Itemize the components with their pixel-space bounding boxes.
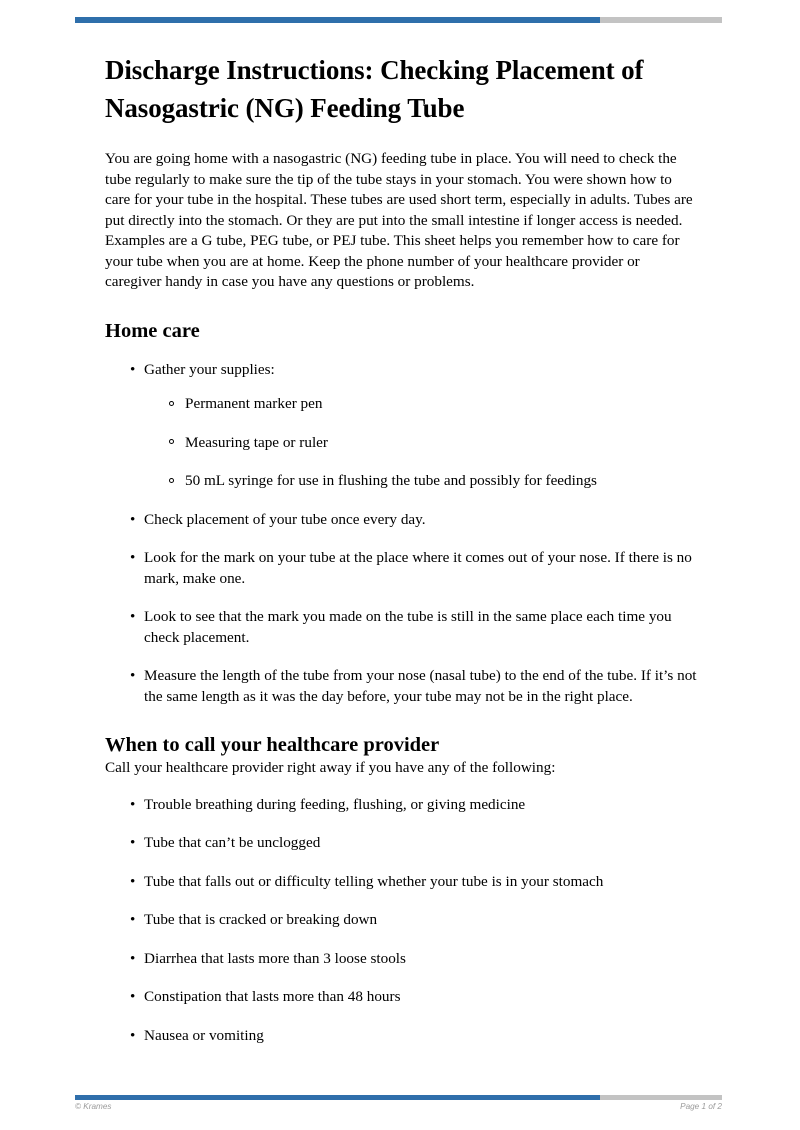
list-item	[105, 360, 697, 492]
intro-paragraph: You are going home with a nasogastric (NG) feeding tube in place. You will need to check the tube regularly to make sure the tip of the tube stays in your stomach. You were shown how to care for your tube in the hospital. These tubes are used short term, especially in adults. Tubes are put directly into the stomach. Or they are put into the small intestine if longer access is needed. Examples are a G tube, PEG tube, or PEJ tube. This sheet helps you remember how to care for your tube when you are at home. Keep the phone number of your healthcare provider or caregiver handy in case you have any questions or problems.	[105, 150, 693, 290]
bullet-marker-icon: •	[130, 360, 136, 378]
list-item	[144, 394, 697, 415]
list-item-text: Look for the mark on your tube at the place where it comes out of your nose. If there is no mark, make one.	[144, 549, 692, 587]
list-item-text: Tube that can’t be unclogged	[144, 834, 321, 851]
header-rule-blue-segment	[75, 17, 600, 23]
list-item	[105, 910, 697, 931]
home-care-bullet-list	[105, 360, 697, 708]
bullet-marker-icon: •	[130, 795, 136, 813]
list-item	[105, 548, 697, 589]
footer-rule	[75, 1095, 722, 1100]
intro-paragraph-block	[105, 149, 697, 293]
bullet-marker-icon: •	[130, 911, 136, 928]
list-item	[105, 872, 697, 893]
hollow-bullet-marker-icon	[169, 401, 174, 406]
copyright-notice: © Krames	[75, 1102, 112, 1111]
list-item	[105, 795, 697, 816]
footer-rule-blue-segment	[75, 1095, 600, 1100]
bullet-marker-icon: •	[130, 549, 136, 566]
list-item	[105, 510, 697, 531]
footer	[75, 1102, 722, 1111]
list-item-text: Nausea or vomiting	[144, 1026, 264, 1044]
when-to-call-bullet-list	[105, 795, 697, 1047]
section-heading-home-care: Home care	[105, 319, 200, 342]
hollow-bullet-marker-icon	[169, 478, 174, 483]
supplies-sub-list	[144, 394, 697, 492]
list-item-text: Gather your supplies:	[144, 360, 275, 378]
header-rule-gray-segment	[600, 17, 722, 23]
hollow-bullet-marker-icon	[169, 439, 174, 444]
page-title: Discharge Instructions: Checking Placement of Nasogastric (NG) Feeding Tube	[105, 55, 644, 123]
bullet-marker-icon: •	[130, 872, 136, 890]
section-heading-when-to-call: When to call your healthcare provider	[105, 734, 440, 756]
when-to-call-intro: Call your healthcare provider right away if you have any of the following:	[105, 759, 556, 776]
list-item	[105, 1026, 697, 1047]
bullet-marker-icon: •	[130, 949, 136, 967]
footer-rule-gray-segment	[600, 1095, 722, 1100]
list-item	[105, 833, 697, 854]
list-item-text: Measure the length of the tube from your nose (nasal tube) to the end of the tube. If it’s not the same length as it was the day before, your tube may not be in the right place.	[144, 667, 697, 705]
bullet-marker-icon: •	[130, 834, 136, 851]
list-item-text: Measuring tape or ruler	[185, 433, 328, 451]
list-item-text: Permanent marker pen	[185, 395, 323, 412]
list-item	[105, 607, 697, 648]
list-item	[105, 987, 697, 1008]
document-content	[105, 52, 697, 1046]
list-item	[144, 433, 697, 454]
list-item-text: Check placement of your tube once every day.	[144, 510, 426, 528]
bullet-marker-icon: •	[130, 988, 136, 1005]
list-item-text: 50 mL syringe for use in flushing the tube and possibly for feedings	[185, 472, 597, 489]
bullet-marker-icon: •	[130, 510, 136, 528]
bullet-marker-icon: •	[130, 667, 136, 684]
list-item	[105, 949, 697, 970]
list-item-text: Trouble breathing during feeding, flushing, or giving medicine	[144, 795, 526, 813]
list-item-text: Tube that is cracked or breaking down	[144, 911, 378, 928]
header-rule	[75, 17, 722, 23]
list-item-text: Constipation that lasts more than 48 hours	[144, 988, 401, 1005]
list-item-text: Diarrhea that lasts more than 3 loose stools	[144, 949, 406, 967]
list-item-text: Tube that falls out or difficulty telling whether your tube is in your stomach	[144, 872, 604, 890]
bullet-marker-icon: •	[130, 608, 136, 625]
list-item-text: Look to see that the mark you made on the tube is still in the same place each time you check placement.	[144, 608, 672, 646]
bullet-marker-icon: •	[130, 1026, 136, 1044]
page-indicator: Page 1 of 2	[680, 1102, 722, 1111]
list-item	[144, 471, 697, 492]
list-item	[105, 666, 697, 707]
